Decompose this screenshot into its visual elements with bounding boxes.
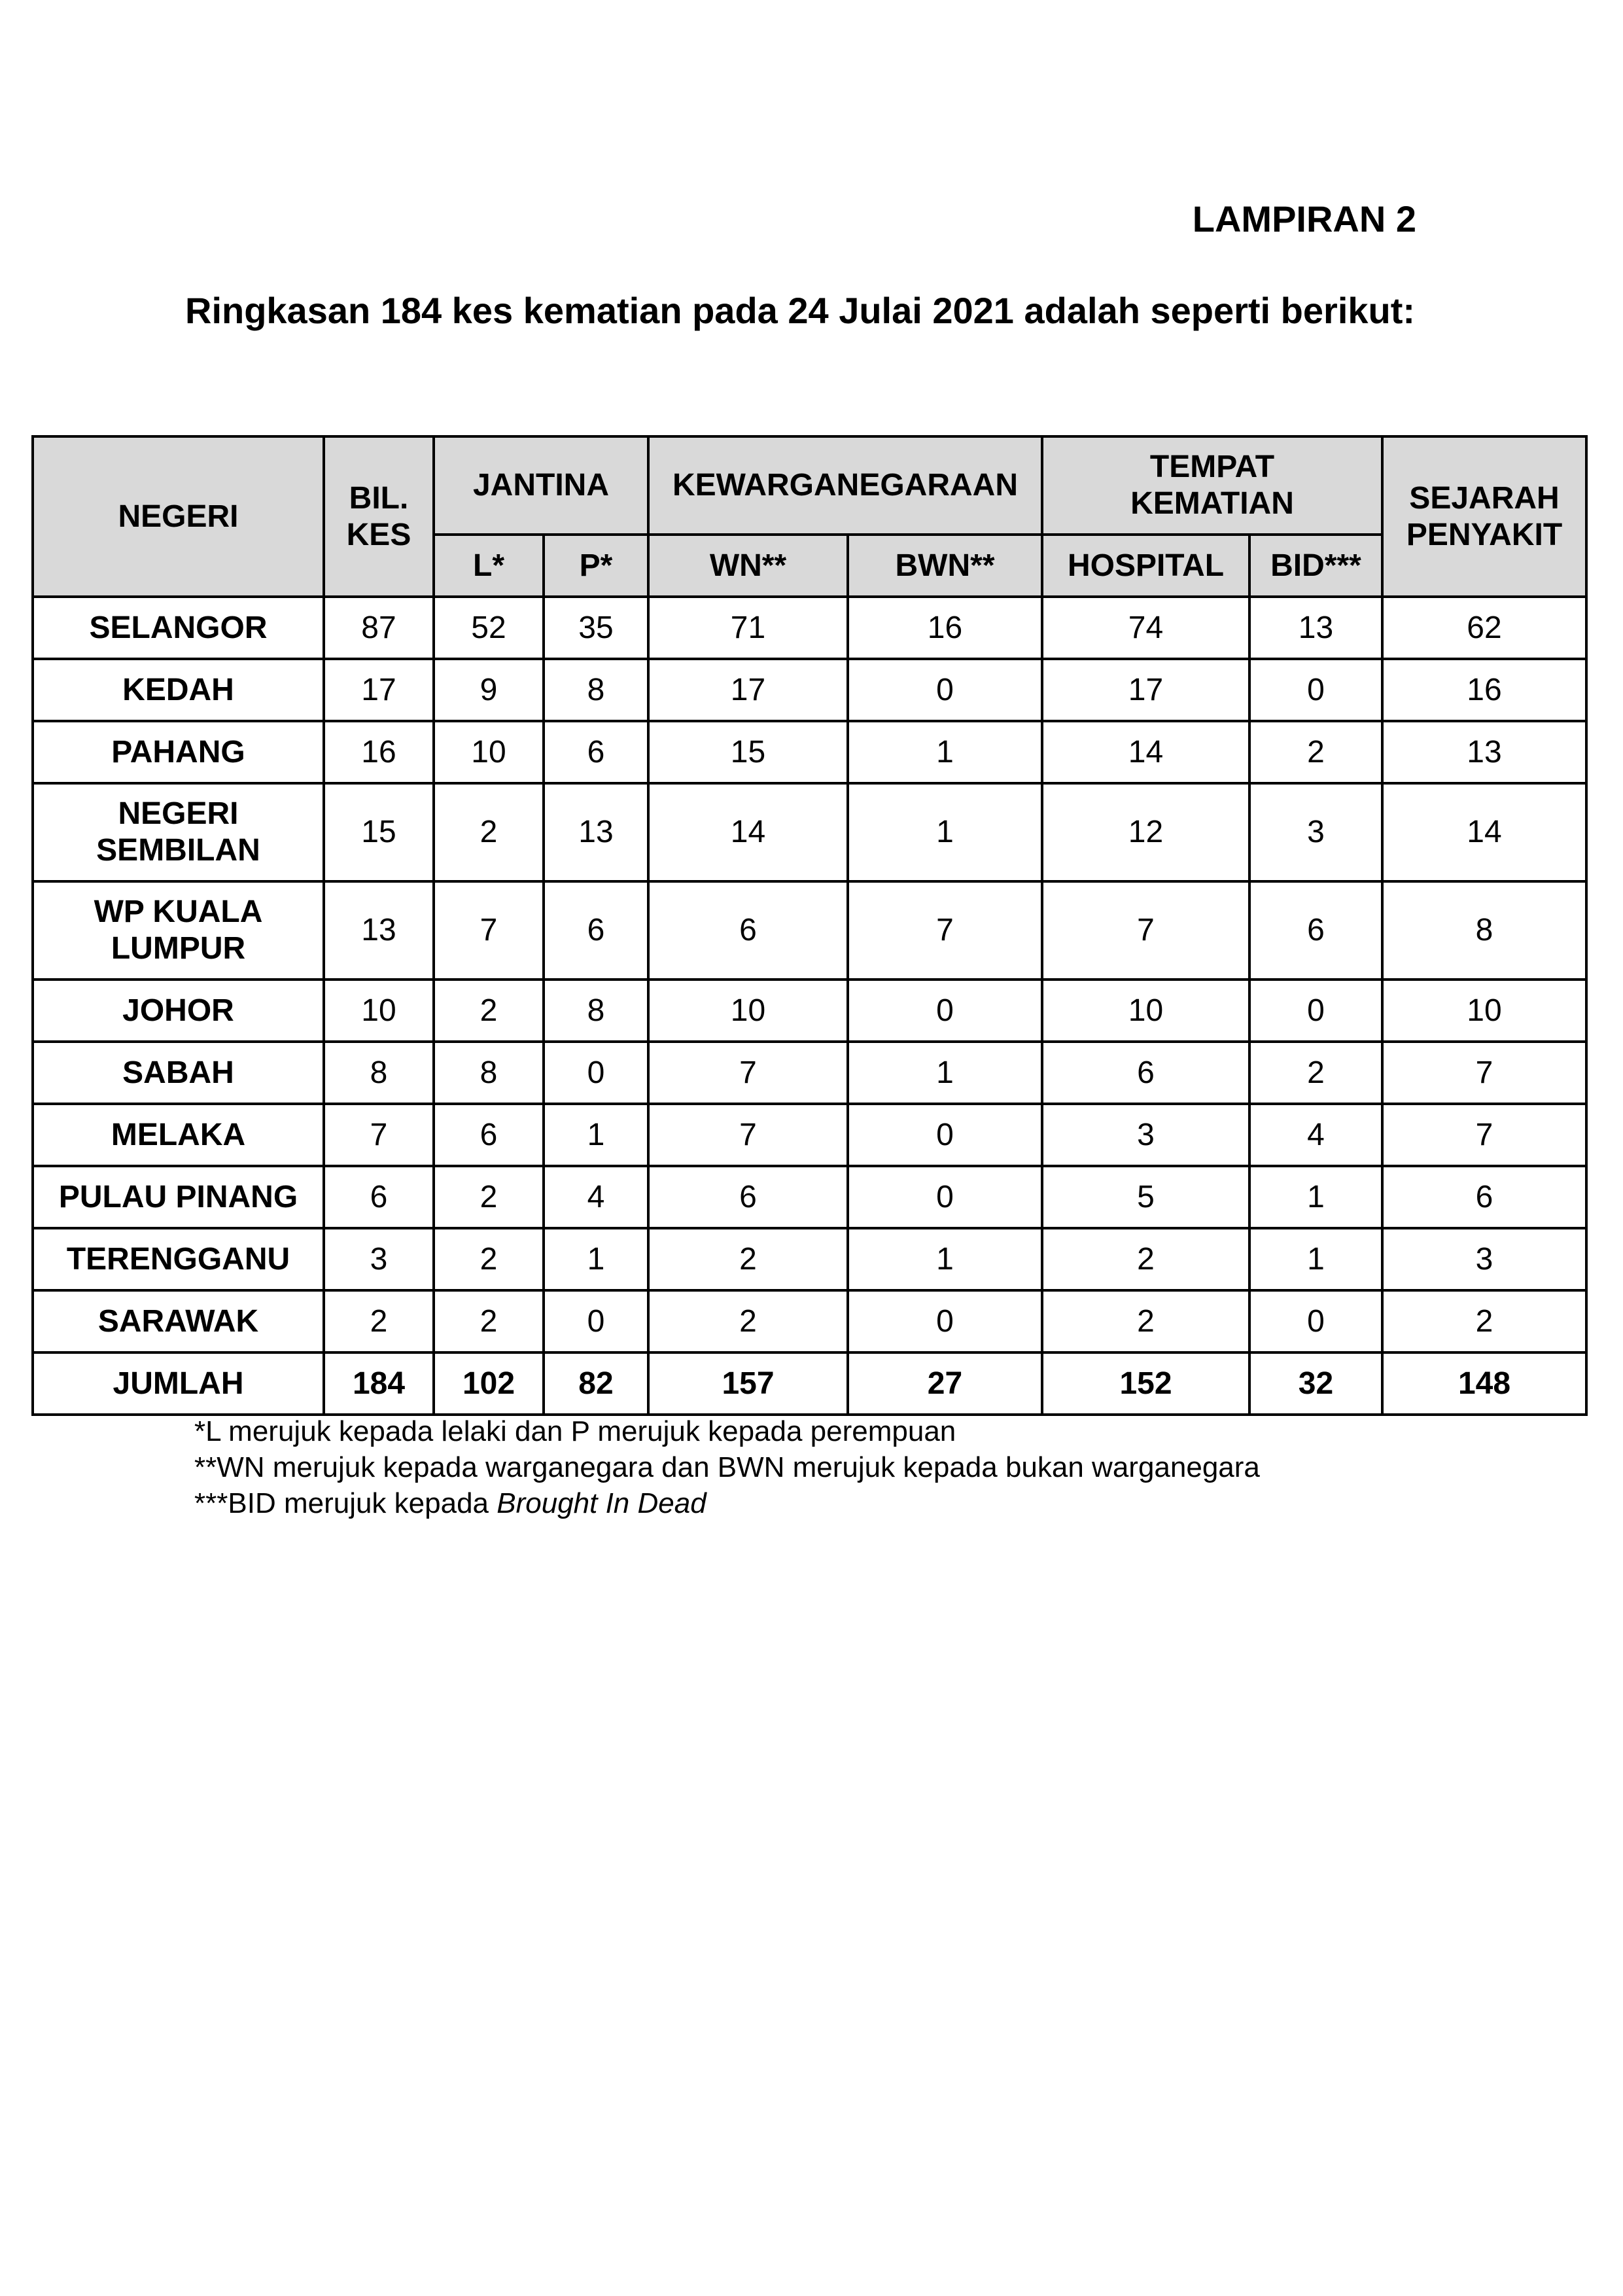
value-cell: 1 xyxy=(848,721,1042,783)
header-bil-kes xyxy=(324,436,434,597)
value-cell: 14 xyxy=(648,783,848,881)
value-cell: 0 xyxy=(848,659,1042,721)
footnote-kewarganegaraan: **WN merujuk kepada warganegara dan BWN merujuk kepada bukan warganegara xyxy=(194,1451,1260,1483)
value-cell: 12 xyxy=(1042,783,1249,881)
value-cell: 87 xyxy=(324,597,434,659)
negeri-cell xyxy=(33,1042,324,1104)
footnote-jantina: *L merujuk kepada lelaki dan P merujuk kepada perempuan xyxy=(194,1415,956,1447)
footnote-bid-text: ***BID merujuk kepada xyxy=(194,1487,497,1519)
intro-paragraph: Ringkasan 184 kes kematian pada 24 Julai 2021 adalah seperti berikut: xyxy=(185,290,1416,331)
value-cell: 6 xyxy=(1249,881,1382,980)
header-p: P* xyxy=(544,535,648,597)
negeri-cell xyxy=(33,659,324,721)
value-cell: 15 xyxy=(324,783,434,881)
negeri-name-line: MELAKA xyxy=(111,1117,246,1152)
value-cell: 0 xyxy=(544,1290,648,1352)
value-cell: 2 xyxy=(324,1290,434,1352)
value-cell: 10 xyxy=(1382,980,1586,1042)
value-cell: 3 xyxy=(324,1228,434,1290)
value-cell: 0 xyxy=(848,1290,1042,1352)
header-row-1 xyxy=(33,436,1586,535)
value-cell: 2 xyxy=(434,1166,544,1228)
value-cell: 148 xyxy=(1382,1352,1586,1415)
negeri-cell xyxy=(33,1290,324,1352)
value-cell: 0 xyxy=(848,1104,1042,1166)
header-kewarganegaraan: KEWARGANEGARAAN xyxy=(648,436,1042,535)
negeri-name-line: WP KUALA xyxy=(94,894,263,929)
value-cell: 3 xyxy=(1042,1104,1249,1166)
header-tempat-line2: KEMATIAN xyxy=(1130,486,1294,521)
value-cell: 0 xyxy=(1249,659,1382,721)
value-cell: 8 xyxy=(544,659,648,721)
header-jantina: JANTINA xyxy=(434,436,648,535)
value-cell: 7 xyxy=(648,1042,848,1104)
value-cell: 16 xyxy=(1382,659,1586,721)
value-cell: 157 xyxy=(648,1352,848,1415)
value-cell: 6 xyxy=(434,1104,544,1166)
header-bwn: BWN** xyxy=(848,535,1042,597)
value-cell: 1 xyxy=(1249,1166,1382,1228)
value-cell: 8 xyxy=(1382,881,1586,980)
value-cell: 1 xyxy=(848,1228,1042,1290)
negeri-name-line: SABAH xyxy=(122,1055,234,1090)
value-cell: 62 xyxy=(1382,597,1586,659)
value-cell: 7 xyxy=(848,881,1042,980)
value-cell: 2 xyxy=(1042,1290,1249,1352)
value-cell: 9 xyxy=(434,659,544,721)
value-cell: 16 xyxy=(848,597,1042,659)
value-cell: 0 xyxy=(848,1166,1042,1228)
value-cell: 6 xyxy=(324,1166,434,1228)
negeri-cell xyxy=(33,980,324,1042)
value-cell: 4 xyxy=(1249,1104,1382,1166)
value-cell: 2 xyxy=(434,1228,544,1290)
value-cell: 10 xyxy=(324,980,434,1042)
negeri-name-line: JUMLAH xyxy=(113,1366,244,1401)
value-cell: 7 xyxy=(324,1104,434,1166)
value-cell: 102 xyxy=(434,1352,544,1415)
value-cell: 71 xyxy=(648,597,848,659)
negeri-cell xyxy=(33,1352,324,1415)
table-row xyxy=(33,721,1586,783)
table-row xyxy=(33,1104,1586,1166)
negeri-name-line: JOHOR xyxy=(122,993,234,1028)
value-cell: 14 xyxy=(1042,721,1249,783)
value-cell: 2 xyxy=(1042,1228,1249,1290)
table-row xyxy=(33,1166,1586,1228)
death-summary-table xyxy=(31,435,1588,1416)
value-cell: 0 xyxy=(544,1042,648,1104)
negeri-name-line: TERENGGANU xyxy=(66,1241,290,1277)
value-cell: 8 xyxy=(434,1042,544,1104)
value-cell: 74 xyxy=(1042,597,1249,659)
value-cell: 3 xyxy=(1382,1228,1586,1290)
value-cell: 6 xyxy=(648,1166,848,1228)
header-l: L* xyxy=(434,535,544,597)
negeri-name-line: KEDAH xyxy=(122,672,234,707)
value-cell: 2 xyxy=(1249,721,1382,783)
footnote-bid xyxy=(194,1485,1260,1521)
value-cell: 152 xyxy=(1042,1352,1249,1415)
header-wn: WN** xyxy=(648,535,848,597)
value-cell: 8 xyxy=(324,1042,434,1104)
value-cell: 6 xyxy=(544,721,648,783)
value-cell: 7 xyxy=(1042,881,1249,980)
negeri-cell xyxy=(33,597,324,659)
header-bid: BID*** xyxy=(1249,535,1382,597)
header-tempat-kematian xyxy=(1042,436,1382,535)
value-cell: 3 xyxy=(1249,783,1382,881)
negeri-name-line: PAHANG xyxy=(111,734,245,769)
value-cell: 7 xyxy=(1382,1104,1586,1166)
value-cell: 8 xyxy=(544,980,648,1042)
value-cell: 7 xyxy=(648,1104,848,1166)
value-cell: 13 xyxy=(1249,597,1382,659)
value-cell: 10 xyxy=(648,980,848,1042)
value-cell: 32 xyxy=(1249,1352,1382,1415)
value-cell: 7 xyxy=(1382,1042,1586,1104)
header-negeri: NEGERI xyxy=(33,436,324,597)
value-cell: 16 xyxy=(324,721,434,783)
table-row xyxy=(33,881,1586,980)
value-cell: 2 xyxy=(434,980,544,1042)
annex-label: LAMPIRAN 2 xyxy=(1192,198,1416,239)
negeri-name-line: PULAU PINANG xyxy=(58,1179,298,1214)
value-cell: 17 xyxy=(1042,659,1249,721)
value-cell: 6 xyxy=(648,881,848,980)
value-cell: 13 xyxy=(1382,721,1586,783)
header-bil-kes-line1: BIL. xyxy=(349,480,409,516)
value-cell: 1 xyxy=(848,1042,1042,1104)
value-cell: 35 xyxy=(544,597,648,659)
table-row xyxy=(33,597,1586,659)
header-hospital: HOSPITAL xyxy=(1042,535,1249,597)
value-cell: 5 xyxy=(1042,1166,1249,1228)
value-cell: 2 xyxy=(648,1228,848,1290)
value-cell: 82 xyxy=(544,1352,648,1415)
value-cell: 14 xyxy=(1382,783,1586,881)
value-cell: 0 xyxy=(1249,980,1382,1042)
value-cell: 4 xyxy=(544,1166,648,1228)
value-cell: 0 xyxy=(1249,1290,1382,1352)
value-cell: 1 xyxy=(848,783,1042,881)
value-cell: 13 xyxy=(544,783,648,881)
value-cell: 1 xyxy=(1249,1228,1382,1290)
negeri-cell xyxy=(33,1228,324,1290)
table-body xyxy=(33,597,1586,1415)
value-cell: 15 xyxy=(648,721,848,783)
header-sejarah-penyakit xyxy=(1382,436,1586,597)
table-row xyxy=(33,659,1586,721)
header-sejarah-line1: SEJARAH xyxy=(1409,480,1560,516)
negeri-name-line: NEGERI xyxy=(118,796,239,831)
total-row xyxy=(33,1352,1586,1415)
value-cell: 52 xyxy=(434,597,544,659)
value-cell: 2 xyxy=(1249,1042,1382,1104)
value-cell: 2 xyxy=(434,1290,544,1352)
value-cell: 2 xyxy=(434,783,544,881)
header-tempat-line1: TEMPAT xyxy=(1149,450,1275,484)
negeri-name-line: SEMBILAN xyxy=(96,833,260,868)
value-cell: 27 xyxy=(848,1352,1042,1415)
negeri-cell xyxy=(33,1166,324,1228)
value-cell: 0 xyxy=(848,980,1042,1042)
negeri-cell xyxy=(33,881,324,980)
value-cell: 6 xyxy=(1382,1166,1586,1228)
value-cell: 10 xyxy=(1042,980,1249,1042)
value-cell: 17 xyxy=(648,659,848,721)
value-cell: 1 xyxy=(544,1228,648,1290)
table-row xyxy=(33,1290,1586,1352)
table-row xyxy=(33,783,1586,881)
table-row xyxy=(33,980,1586,1042)
header-sejarah-line2: PENYAKIT xyxy=(1406,517,1563,552)
value-cell: 184 xyxy=(324,1352,434,1415)
value-cell: 17 xyxy=(324,659,434,721)
value-cell: 6 xyxy=(544,881,648,980)
value-cell: 2 xyxy=(1382,1290,1586,1352)
value-cell: 10 xyxy=(434,721,544,783)
negeri-name-line: SARAWAK xyxy=(97,1303,259,1339)
footnotes xyxy=(194,1413,1260,1521)
header-bil-kes-line2: KES xyxy=(346,517,411,552)
value-cell: 2 xyxy=(648,1290,848,1352)
value-cell: 1 xyxy=(544,1104,648,1166)
value-cell: 6 xyxy=(1042,1042,1249,1104)
footnote-bid-italic: Brought In Dead xyxy=(497,1487,707,1519)
negeri-name-line: SELANGOR xyxy=(89,610,268,645)
value-cell: 7 xyxy=(434,881,544,980)
table-row xyxy=(33,1228,1586,1290)
negeri-cell xyxy=(33,1104,324,1166)
value-cell: 13 xyxy=(324,881,434,980)
negeri-cell xyxy=(33,721,324,783)
negeri-cell xyxy=(33,783,324,881)
table-row xyxy=(33,1042,1586,1104)
negeri-name-line: LUMPUR xyxy=(111,931,246,966)
